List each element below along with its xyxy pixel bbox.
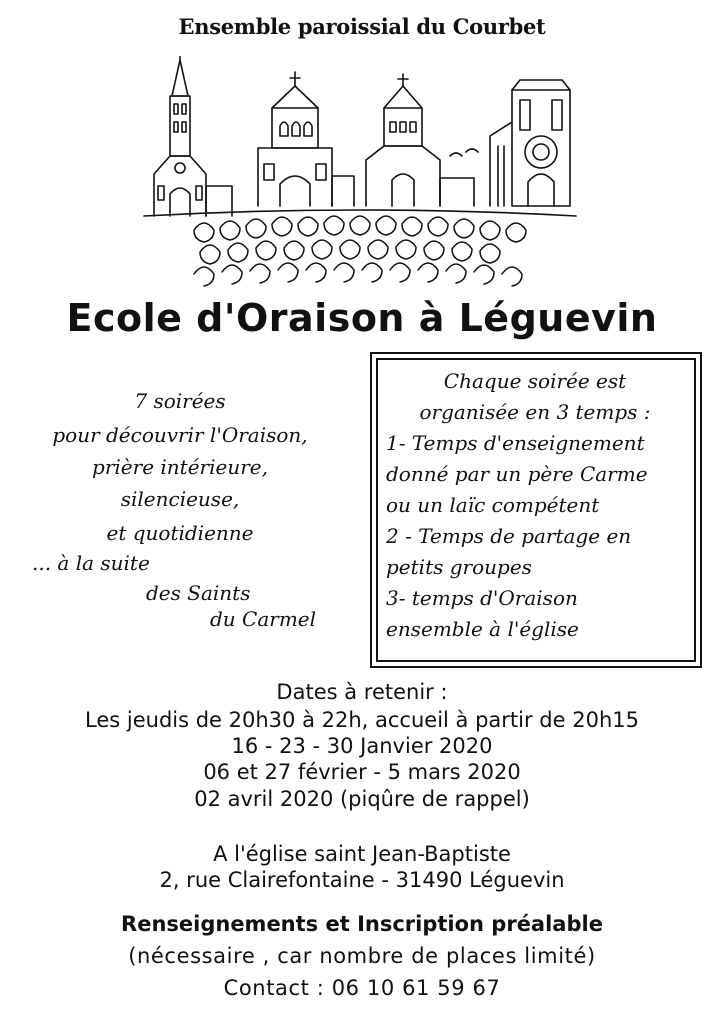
dates-january: 16 - 23 - 30 Janvier 2020	[231, 734, 493, 758]
parish-header: Ensemble paroissial du Courbet	[178, 14, 546, 39]
church-gabled-drawing	[366, 74, 478, 206]
dates-april: 02 avril 2020 (piqûre de rappel)	[194, 787, 530, 811]
dates-feb-march: 06 et 27 février - 5 mars 2020	[203, 760, 521, 784]
program-line: Chaque soirée est	[443, 369, 627, 393]
dates-heading: Dates à retenir :	[276, 680, 448, 704]
program-line: 3- temps d'Oraison	[386, 586, 578, 610]
location-church: A l'église saint Jean-Baptiste	[213, 842, 511, 866]
registration-contact: Contact : 06 10 61 59 67	[223, 976, 501, 1000]
page-title: Ecole d'Oraison à Léguevin	[66, 296, 658, 340]
intro-line: pour découvrir l'Oraison,	[52, 423, 308, 447]
crowd-drawing	[194, 216, 526, 286]
registration-heading: Renseignements et Inscription préalable	[121, 912, 603, 936]
churches-crowd-illustration	[140, 56, 580, 288]
dates-schedule: Les jeudis de 20h30 à 22h, accueil à partir de 20h15	[85, 708, 639, 732]
intro-line: et quotidienne	[106, 521, 254, 545]
location-address: 2, rue Clairefontaine - 31490 Léguevin	[159, 868, 565, 892]
intro-line: des Saints	[146, 581, 251, 605]
program-box	[378, 366, 692, 645]
intro-line: prière intérieure,	[92, 455, 268, 479]
intro-line: ... à la suite	[32, 551, 150, 575]
program-line: ou un laïc compétent	[386, 493, 600, 517]
program-line: petits groupes	[386, 555, 532, 579]
church-belltower-drawing	[258, 72, 354, 206]
program-line: 2 - Temps de partage en	[386, 524, 632, 548]
registration-note: (nécessaire , car nombre de places limité)	[128, 944, 596, 968]
church-spire-drawing	[154, 56, 232, 216]
intro-line: 7 soirées	[134, 389, 226, 413]
program-line: donné par un père Carme	[386, 462, 648, 486]
church-cathedral-drawing	[490, 80, 570, 206]
intro-line: silencieuse,	[120, 487, 240, 511]
intro-line: du Carmel	[210, 607, 317, 631]
program-line: ensemble à l'église	[386, 617, 579, 641]
program-line: organisée en 3 temps :	[419, 400, 651, 424]
program-line: 1- Temps d'enseignement	[386, 431, 645, 455]
ground-line	[144, 210, 576, 216]
